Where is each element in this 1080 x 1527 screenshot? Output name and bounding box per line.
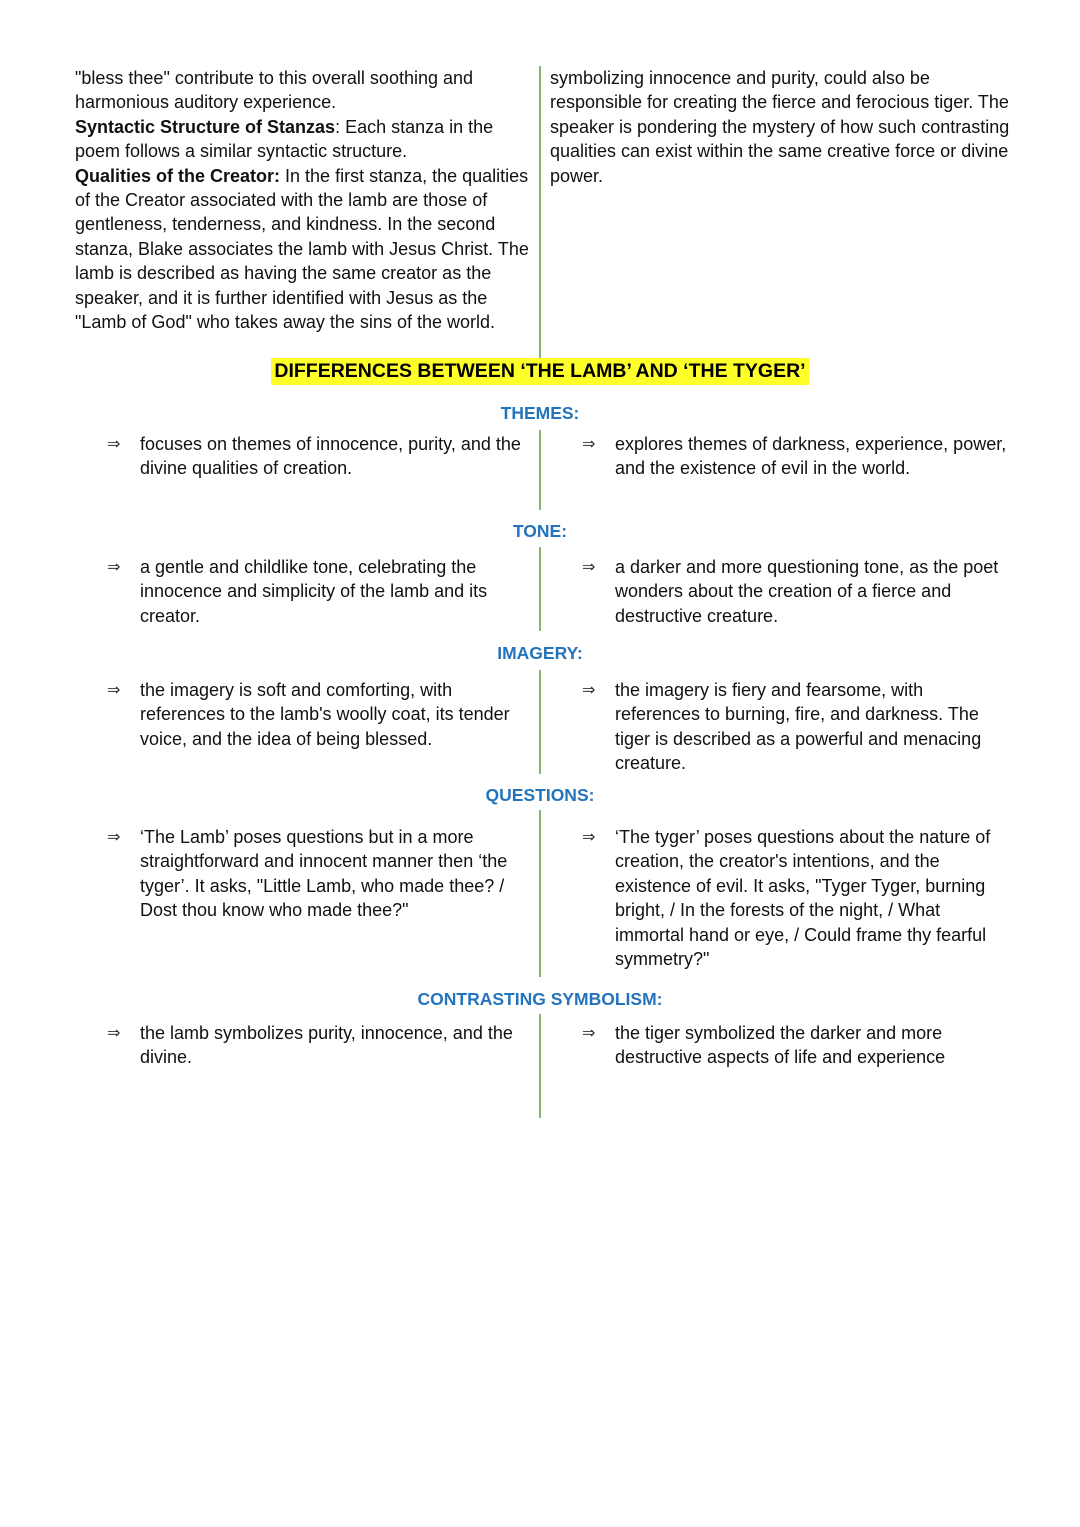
tone-tyger-item [582,555,1012,628]
page-heading: DIFFERENCES BETWEEN ‘THE LAMB’ AND ‘THE TYGER’ [271,358,808,385]
qualities-creator-text: In the first stanza, the qualities of the Creator associated with the lamb are those of gentleness, tenderness, and kindness. In the second stanza, Blake associates the lamb with Jesus Christ. The lamb is described as having the same creator as the speaker, and it is further identified with Jesus as the "Lamb of God" who takes away the sins of the world. [75,165,529,333]
arrow-icon: ⇒ [107,557,121,576]
column-divider-questions [539,810,541,977]
syntactic-structure-label: Syntactic Structure of Stanzas [75,116,336,137]
themes-lamb-item [107,432,532,481]
imagery-lamb-item [107,678,532,751]
arrow-icon: ⇒ [107,680,121,699]
themes-lamb-text: focuses on themes of innocence, purity, and the divine qualities of creation. [140,434,521,479]
column-divider-symbolism [539,1014,541,1118]
column-divider-tone [539,547,541,631]
imagery-lamb-text: the imagery is soft and comforting, with references to the lamb's woolly coat, its tender voice, and the idea of being blessed. [140,680,510,749]
syntactic-structure-text: : Each stanza in the poem follows a similar syntactic structure. [75,116,494,162]
tone-lamb-text: a gentle and childlike tone, celebrating the innocence and simplicity of the lamb and its creator. [140,557,488,626]
symbolism-tyger-text: the tiger symbolized the darker and more destructive aspects of life and experience [615,1023,946,1068]
arrow-icon: ⇒ [107,434,121,453]
section-title-tone: TONE: [512,521,568,541]
section-title-themes: THEMES: [500,403,580,423]
symbolism-lamb-item [107,1021,532,1070]
intro-right-paragraph: symbolizing innocence and purity, could also be responsible for creating the fierce and ferocious tiger. The speaker is pondering the mystery of how such contrasting qualities can exist within the same creative force or divine power. [550,68,1010,186]
tone-lamb-item [107,555,532,628]
intro-left-paragraph: "bless thee" contribute to this overall soothing and harmonious auditory experience. [75,68,474,113]
column-divider-top [539,66,541,358]
column-divider-themes [539,430,541,510]
imagery-tyger-text: the imagery is fiery and fearsome, with references to burning, fire, and darkness. The tiger is described as a powerful and menacing creature. [615,680,982,774]
questions-tyger-item [582,825,1012,971]
questions-lamb-text: ‘The Lamb’ poses questions but in a more straightforward and innocent manner then ‘the tyger’. It asks, "Little Lamb, who made thee? / Dost thou know who made thee?" [140,827,508,921]
intro-right-column [550,66,1010,188]
section-title-questions: QUESTIONS: [485,785,595,805]
arrow-icon: ⇒ [582,680,596,699]
questions-tyger-text: ‘The tyger’ poses questions about the nature of creation, the creator's intentions, and the existence of evil. It asks, "Tyger Tyger, burning bright, / In the forests of the night, / What immortal hand or eye, / Could frame thy fearful symmetry?" [615,827,991,970]
arrow-icon: ⇒ [582,1023,596,1042]
arrow-icon: ⇒ [107,827,121,846]
arrow-icon: ⇒ [582,434,596,453]
arrow-icon: ⇒ [582,557,596,576]
themes-tyger-item [582,432,1012,481]
heading-wrapper [0,358,1080,385]
questions-lamb-item [107,825,532,923]
qualities-creator-paragraph [75,164,537,335]
intro-left-column [75,66,537,334]
column-divider-imagery [539,670,541,774]
themes-tyger-text: explores themes of darkness, experience, power, and the existence of evil in the world. [615,434,1007,479]
imagery-tyger-item [582,678,1012,776]
section-title-imagery: IMAGERY: [497,643,583,663]
section-title-symbolism: CONTRASTING SYMBOLISM: [417,989,663,1009]
syntactic-structure-paragraph [75,115,537,164]
symbolism-tyger-item [582,1021,1012,1070]
symbolism-lamb-text: the lamb symbolizes purity, innocence, and the divine. [140,1023,513,1068]
tone-tyger-text: a darker and more questioning tone, as the poet wonders about the creation of a fierce and destructive creature. [615,557,999,626]
arrow-icon: ⇒ [582,827,596,846]
arrow-icon: ⇒ [107,1023,121,1042]
qualities-creator-label: Qualities of the Creator: [75,165,281,186]
